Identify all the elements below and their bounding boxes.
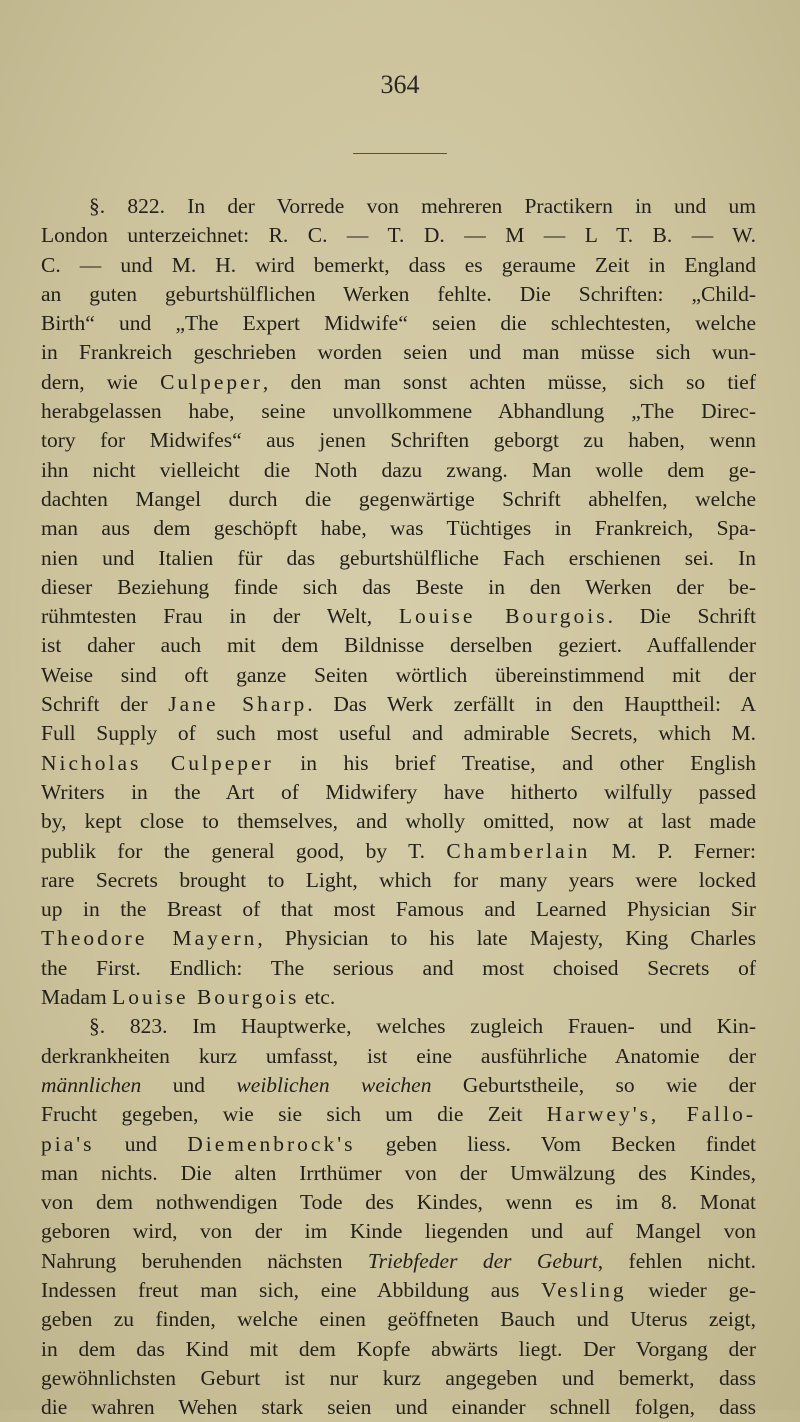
- text-segment: London unterzeichnet: R. C. — T. D. — M — L T. B. — W.: [41, 223, 756, 248]
- text-segment: rare Secrets brought to Light, which for many years were locked: [41, 867, 756, 892]
- text-line: [41, 1305, 756, 1334]
- text-line: [41, 1042, 756, 1071]
- text-segment: Nahrung beruhenden nächsten: [41, 1248, 368, 1273]
- text-line: [41, 631, 756, 660]
- text-line: [41, 221, 756, 250]
- text-line: [41, 1159, 756, 1188]
- body-text: [41, 192, 756, 1422]
- text-line: [41, 544, 756, 573]
- text-line: [41, 837, 756, 866]
- text-line: [41, 983, 756, 1012]
- text-segment: M. P. Ferner:: [590, 838, 756, 863]
- text-line: [41, 1071, 756, 1100]
- text-segment: ist daher auch mit dem Bildnisse derselben geziert. Auffallender: [41, 633, 756, 658]
- text-segment: Indessen freut man sich, eine Abbildung aus: [41, 1277, 542, 1302]
- text-line: [41, 924, 756, 953]
- text-line: [41, 426, 756, 455]
- text-segment: die wahren Wehen stark seien und einander schnell folgen, dass: [41, 1395, 756, 1420]
- text-segment: geboren wird, von der im Kinde liegenden und auf Mangel von: [41, 1219, 756, 1244]
- text-segment: und: [141, 1072, 237, 1097]
- text-line: [41, 514, 756, 543]
- text-segment: herabgelassen habe, seine unvollkommene Abhandlung „The Direc-: [41, 399, 756, 424]
- text-segment: tory for Midwifes“ aus jenen Schriften geborgt zu haben, wenn: [41, 428, 756, 453]
- text-segment: man aus dem geschöpft habe, was Tüchtiges in Frankreich, Spa-: [41, 516, 756, 541]
- text-line: [41, 749, 756, 778]
- text-line: [41, 1335, 756, 1364]
- spaced-name: Louise Bourgois: [398, 604, 608, 629]
- text-line: [41, 368, 756, 397]
- text-line: [41, 338, 756, 367]
- text-line: [41, 661, 756, 690]
- text-line: [41, 1247, 756, 1276]
- page-number: 364: [380, 70, 420, 99]
- text-segment: Full Supply of such most useful and admirable Secrets, which M.: [41, 721, 756, 746]
- text-line: [41, 1012, 756, 1041]
- text-segment: the First. Endlich: The serious and most choised Secrets of: [41, 955, 756, 980]
- text-segment: Geburtstheile, so wie der: [431, 1072, 756, 1097]
- text-segment: §. 822. In der Vorrede von mehreren Practikern in und um: [89, 194, 756, 218]
- text-segment: . Das Werk zerfällt in den Haupttheil: A: [307, 692, 756, 717]
- text-segment: geben liess. Vom Becken findet: [355, 1131, 756, 1156]
- text-segment: , fehlen nicht.: [597, 1248, 756, 1273]
- spaced-name: Harwey's, Fallo-: [546, 1102, 756, 1127]
- text-segment: Schrift der: [41, 692, 169, 717]
- text-segment: in his brief Treatise, and other English: [273, 750, 756, 775]
- text-segment: gewöhnlichsten Geburt ist nur kurz angegeben und bemerkt, dass: [41, 1365, 756, 1390]
- text-line: [41, 1364, 756, 1393]
- text-segment: Weise sind oft ganze Seiten wörtlich übereinstimmend mit der: [41, 662, 756, 687]
- text-line: [41, 895, 756, 924]
- spaced-name: Theodore Mayern: [41, 926, 258, 951]
- spaced-name: pia's: [41, 1131, 95, 1156]
- text-line: [41, 719, 756, 748]
- spaced-name: Culpeper: [160, 369, 263, 394]
- text-segment: by, kept close to themselves, and wholly omitted, now at last made: [41, 809, 756, 834]
- page-number-rule: [353, 153, 447, 154]
- text-segment: etc.: [299, 985, 336, 1010]
- spaced-name: Nicholas Culpeper: [41, 750, 274, 775]
- text-segment: Birth“ und „The Expert Midwife“ seien die schlechtesten, welche: [41, 311, 756, 336]
- italic-text: männlichen: [41, 1072, 142, 1097]
- text-segment: geben zu finden, welche einen geöffneten Bauch und Uterus zeigt,: [41, 1307, 756, 1332]
- text-line: [41, 1100, 756, 1129]
- text-segment: in dem das Kind mit dem Kopfe abwärts liegt. Der Vorgang der: [41, 1336, 756, 1361]
- text-segment: dachten Mangel durch die gegenwärtige Schrift abhelfen, welche: [41, 486, 756, 511]
- text-line: [41, 866, 756, 895]
- text-segment: nien und Italien für das geburtshülfliche Fach erschienen sei. In: [41, 545, 756, 570]
- spaced-name: Louise Bourgois: [112, 985, 300, 1010]
- text-segment: , den man sonst achten müsse, sich so tief: [262, 369, 756, 394]
- text-line: [41, 602, 756, 631]
- text-line: [41, 1393, 756, 1422]
- text-segment: dern, wie: [41, 369, 161, 394]
- spaced-name: Diemenbrock's: [187, 1131, 356, 1156]
- text-segment: und: [94, 1131, 188, 1156]
- text-line: [41, 954, 756, 983]
- text-segment: in Frankreich geschrieben worden seien und man müsse sich wun-: [41, 340, 756, 365]
- text-segment: §. 823. Im Hauptwerke, welches zugleich Frauen- und Kin-: [89, 1014, 756, 1039]
- spaced-name: Chamberlain: [446, 838, 591, 863]
- text-segment: ihn nicht vielleicht die Noth dazu zwang. Man wolle dem ge-: [41, 457, 756, 482]
- text-segment: von dem nothwendigen Tode des Kindes, wenn es im 8. Monat: [41, 1190, 756, 1215]
- text-segment: Frucht gegeben, wie sie sich um die Zeit: [41, 1102, 547, 1127]
- text-line: [41, 485, 756, 514]
- text-segment: . Die Schrift: [607, 604, 756, 629]
- text-segment: C. — und M. H. wird bemerkt, dass es geraume Zeit in England: [41, 252, 756, 277]
- text-segment: Madam: [41, 985, 113, 1010]
- text-line: [41, 778, 756, 807]
- text-line: [41, 280, 756, 309]
- italic-text: weiblichen weichen: [236, 1072, 432, 1097]
- text-segment: rühmtesten Frau in der Welt,: [41, 604, 399, 629]
- text-line: [41, 309, 756, 338]
- text-segment: derkrankheiten kurz umfasst, ist eine ausführliche Anatomie der: [41, 1043, 756, 1068]
- italic-text: Triebfeder der Geburt: [367, 1248, 598, 1273]
- text-segment: wieder ge-: [626, 1277, 756, 1302]
- text-line: [41, 573, 756, 602]
- text-line: [41, 807, 756, 836]
- text-line: [41, 397, 756, 426]
- text-line: [41, 1130, 756, 1159]
- text-line: [41, 1217, 756, 1246]
- text-line: [41, 1188, 756, 1217]
- text-line: [41, 192, 756, 221]
- text-segment: Writers in the Art of Midwifery have hitherto wilfully passed: [41, 779, 756, 804]
- text-segment: man nichts. Die alten Irrthümer von der Umwälzung des Kindes,: [41, 1160, 756, 1185]
- text-line: [41, 251, 756, 280]
- text-segment: publik for the general good, by T.: [41, 838, 447, 863]
- spaced-name: Vesling: [541, 1277, 627, 1302]
- text-line: [41, 690, 756, 719]
- text-line: [41, 456, 756, 485]
- text-segment: up in the Breast of that most Famous and Learned Physician Sir: [41, 897, 756, 922]
- spaced-name: Jane Sharp: [168, 692, 308, 717]
- text-segment: , Physician to his late Majesty, King Charles: [257, 926, 756, 951]
- text-segment: dieser Beziehung finde sich das Beste in den Werken der be-: [41, 574, 756, 599]
- text-line: [41, 1276, 756, 1305]
- text-segment: an guten geburtshülflichen Werken fehlte. Die Schriften: „Child-: [41, 281, 756, 306]
